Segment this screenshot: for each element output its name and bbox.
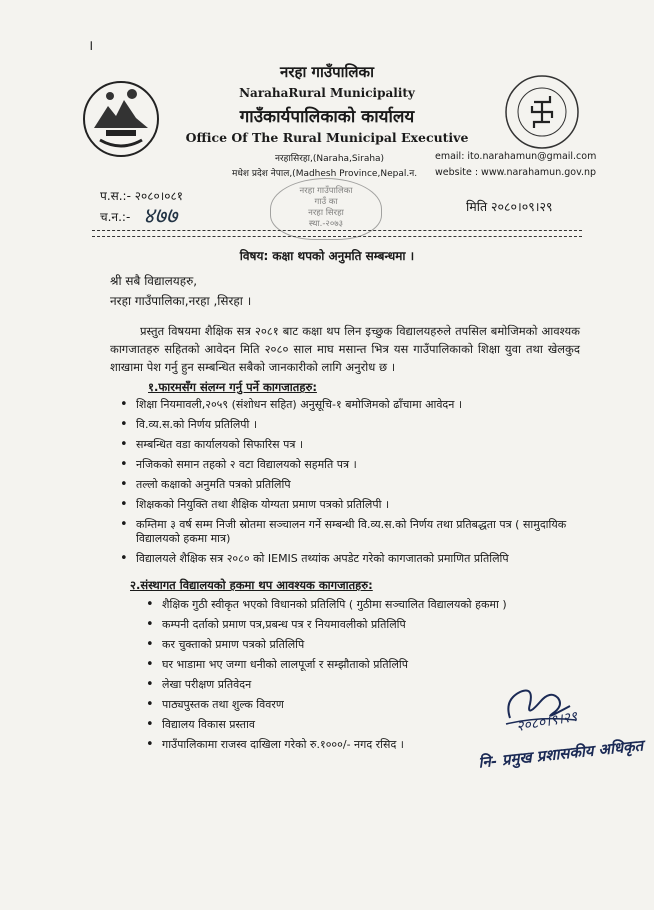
section1-title: १.फारमसँग संलग्न गर्नु पर्ने कागजातहरु: — [148, 380, 317, 394]
stamp-line: नरहा सिरहा — [308, 208, 344, 218]
header-website: website : www.narahamun.gov.np — [435, 167, 597, 178]
list-item: • शिक्षकको नियुक्ति तथा शैक्षिक योग्यता प्रमाण पत्रको प्रतिलिपी । — [120, 498, 590, 512]
section1-list — [120, 398, 590, 572]
signature-date: २०८०।९।२९ — [515, 708, 579, 736]
list-item: • तल्लो कक्षाको अनुमति पत्रको प्रतिलिपि — [120, 478, 590, 492]
list-item: • कर चुक्ताको प्रमाण पत्रको प्रतिलिपि — [146, 638, 536, 652]
header-office-np: गाउँकार्यपालिकाको कार्यालय — [239, 107, 415, 127]
recipient-line1: श्री सबै विद्यालयहरु, — [110, 274, 198, 288]
header-divider — [92, 230, 582, 231]
stamp-line: स्था.-२०७३ — [308, 219, 344, 229]
list-item: • कम्पनी दर्ताको प्रमाण पत्र,प्रबन्ध पत्र र नियमावलीको प्रतिलिपि — [146, 618, 536, 632]
ref-chan-label: च.न.:- — [100, 210, 131, 224]
list-item: • लेखा परीक्षण प्रतिवेदन — [146, 678, 536, 692]
list-item: • कम्तिमा ३ वर्ष सम्म निजी स्रोतमा सञ्चालन गर्ने सम्बन्धी वि.व्य.स.को निर्णय तथा प्रतिबद्धता पत्र ( सामुदायिक विद्यालयको हकमा मात्र) — [120, 518, 590, 546]
section2-list — [146, 598, 536, 758]
page-mark: । — [88, 38, 94, 54]
list-item: • शैक्षिक गुठी स्वीकृत भएको विधानको प्रतिलिपि ( गुठीमा सञ्चालित विद्यालयको हकमा ) — [146, 598, 536, 612]
list-item: • विद्यालय विकास प्रस्ताव — [146, 718, 536, 732]
header-email: email: ito.narahamun@gmail.com — [435, 151, 597, 162]
section2-title: २.संस्थागत विद्यालयको हकमा थप आवश्यक कागजातहरु: — [130, 578, 373, 592]
signature-title: नि- प्रमुख प्रशासकीय अधिकृत — [477, 736, 644, 772]
stamp-line: गाउँ का — [314, 197, 338, 207]
list-item: • गाउँपालिकामा राजस्व दाखिला गरेको रु.१०००/- नगद रसिद । — [146, 738, 536, 752]
list-item: • शिक्षा नियमावली,२०५९ (संशोधन सहित) अनुसूचि-१ बमोजिमको ढाँचामा आवेदन । — [120, 398, 590, 412]
stamp-text: नरहा गाउँपालिका — [299, 186, 353, 196]
list-item: • सम्बन्धित वडा कार्यालयको सिफारिस पत्र । — [120, 438, 590, 452]
ref-ps: प.स.:- २०८०।०८१ — [100, 189, 183, 203]
list-item: • विद्यालयले शैक्षिक सत्र २०८० को IEMIS तथ्यांक अपडेट गरेको कागजातको प्रमाणित प्रतिलिपि — [120, 552, 590, 566]
header-address: नरहासिरहा,(Naraha,Siraha) — [275, 154, 385, 164]
list-item: • वि.व्य.स.को निर्णय प्रतिलिपी । — [120, 418, 590, 432]
ref-chan-value: ४७७ — [143, 204, 178, 229]
header-province: मधेश प्रदेश नेपाल,(Madhesh Province,Nepal.न. — [232, 169, 418, 179]
header-title-np: नरहा गाउँपालिका — [280, 63, 374, 81]
letter-date: मिति २०८०।०९।२९ — [466, 199, 553, 214]
list-item: • नजिकको समान तहको २ वटा विद्यालयको सहमति पत्र । — [120, 458, 590, 472]
list-item: • पाठ्यपुस्तक तथा शुल्क विवरण — [146, 698, 536, 712]
header-divider — [92, 236, 582, 237]
subject-line: विषय: कक्षा थपको अनुमति सम्बन्धमा । — [239, 249, 415, 263]
header-title-en: NarahaRural Municipality — [239, 86, 415, 100]
header-office-en: Office Of The Rural Municipal Executive — [185, 130, 469, 145]
body-paragraph: प्रस्तुत विषयमा शैक्षिक सत्र २०८१ बाट कक्षा थप लिन इच्छुक विद्यालयहरुले तपसिल बमोजिमको आवश्यक कागजातहरु सहितको आवेदन मिति २०८० साल माघ मसान्त भित्र यस गाउँपालिकाको शिक्षा युवा तथा खेलकुद शाखामा पेश गर्नु हुन सम्बन्धित सबैको जानकारीको लागि अनुरोध छ । — [110, 324, 580, 374]
list-item: • घर भाडामा भए जग्गा धनीको लालपूर्जा र सम्झौताको प्रतिलिपि — [146, 658, 536, 672]
recipient-line2: नरहा गाउँपालिका,नरहा ,सिरहा । — [110, 294, 252, 308]
